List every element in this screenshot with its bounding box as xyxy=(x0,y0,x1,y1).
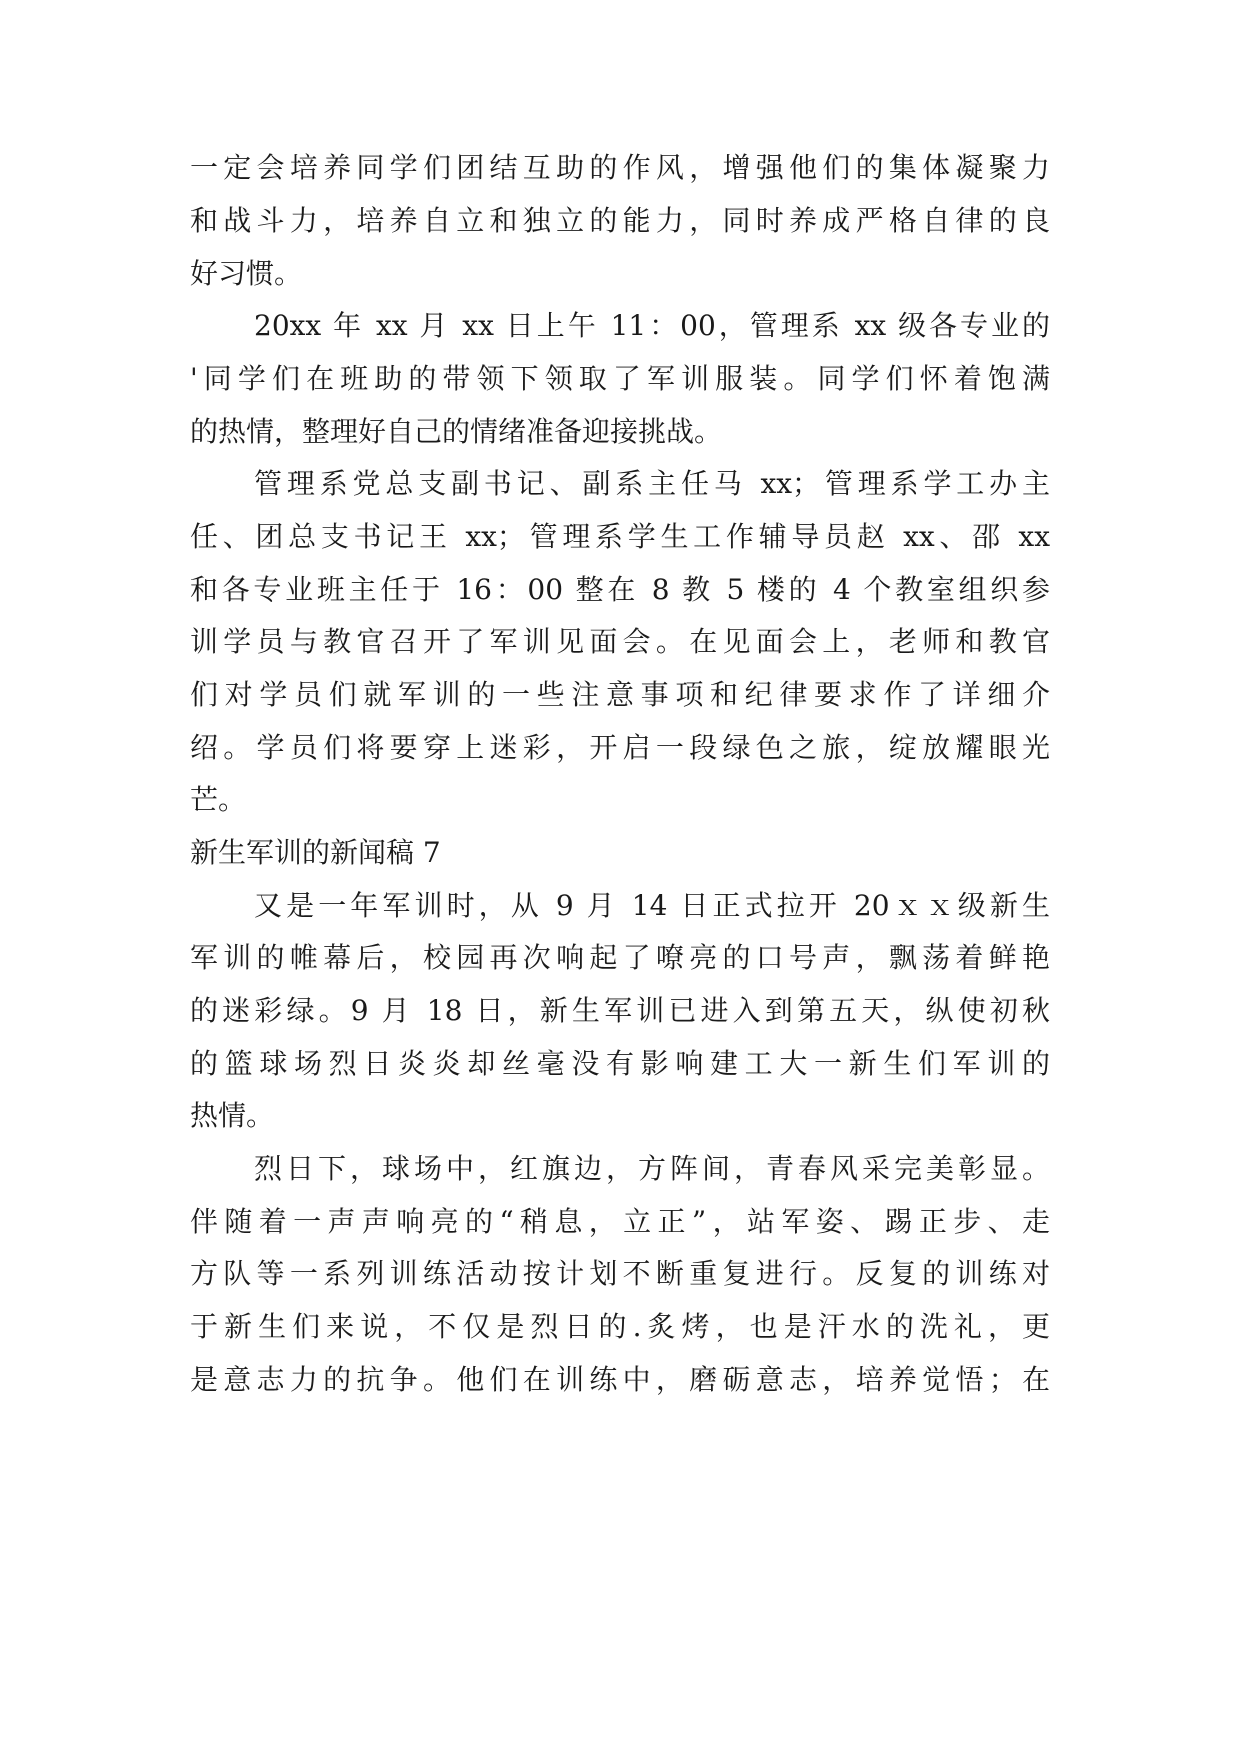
paragraph-line: 是意志力的抗争。他们在训练中，磨砺意志，培养觉悟；在 xyxy=(190,1363,1050,1396)
paragraph-line: 管理系党总支副书记、副系主任马 xx；管理系学工办主 xyxy=(254,467,1050,500)
paragraph-line: 20xx 年 xx 月 xx 日上午 11：00，管理系 xx 级各专业的 xyxy=(254,309,1050,342)
paragraph-line: 和各专业班主任于 16：00 整在 8 教 5 楼的 4 个教室组织参 xyxy=(190,573,1050,606)
paragraph-line: 好习惯。 xyxy=(190,257,303,290)
paragraph-line: 的迷彩绿。9 月 18 日，新生军训已进入到第五天，纵使初秋 xyxy=(190,994,1050,1027)
paragraph-line: 和战斗力，培养自立和独立的能力，同时养成严格自律的良 xyxy=(190,204,1050,237)
paragraph-line: '同学们在班助的带领下领取了军训服装。同学们怀着饱满 xyxy=(190,362,1050,395)
paragraph-line: 方队等一系列训练活动按计划不断重复进行。反复的训练对 xyxy=(190,1257,1050,1290)
paragraph-line: 的篮球场烈日炎炎却丝毫没有影响建工大一新生们军训的 xyxy=(190,1047,1050,1080)
paragraph-line: 的热情，整理好自己的情绪准备迎接挑战。 xyxy=(190,415,723,448)
section-heading: 新生军训的新闻稿 7 xyxy=(190,836,441,869)
paragraph-line: 一定会培养同学们团结互助的作风，增强他们的集体凝聚力 xyxy=(190,151,1050,184)
paragraph-line: 军训的帷幕后，校园再次响起了嘹亮的口号声，飘荡着鲜艳 xyxy=(190,941,1050,974)
paragraph-line: 热情。 xyxy=(190,1099,275,1132)
paragraph-line: 伴随着一声声响亮的“稍息，立正”，站军姿、踢正步、走 xyxy=(190,1205,1050,1238)
paragraph-line: 任、团总支书记王 xx；管理系学生工作辅导员赵 xx、邵 xx xyxy=(190,520,1050,553)
paragraph-line: 烈日下，球场中，红旗边，方阵间，青春风采完美彰显。 xyxy=(254,1152,1050,1185)
paragraph-line: 于新生们来说，不仅是烈日的.炙烤，也是汗水的洗礼，更 xyxy=(190,1310,1050,1343)
paragraph-line: 们对学员们就军训的一些注意事项和纪律要求作了详细介 xyxy=(190,678,1050,711)
paragraph-line: 绍。学员们将要穿上迷彩，开启一段绿色之旅，绽放耀眼光 xyxy=(190,731,1050,764)
paragraph-line: 又是一年军训时，从 9 月 14 日正式拉开 20ｘｘ级新生 xyxy=(254,889,1050,922)
paragraph-line: 芒。 xyxy=(190,783,247,816)
paragraph-line: 训学员与教官召开了军训见面会。在见面会上，老师和教官 xyxy=(190,625,1050,658)
